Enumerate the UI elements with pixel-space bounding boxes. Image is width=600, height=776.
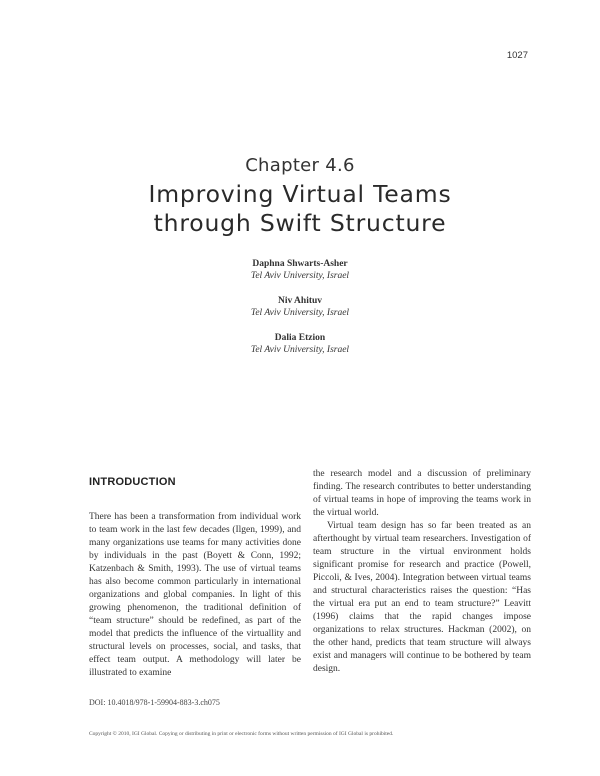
author-name: Daphna Shwarts-Asher	[252, 259, 348, 269]
author-affiliation: Tel Aviv University, Israel	[250, 271, 350, 281]
page-number: 1027	[506, 50, 528, 61]
author-name: Dalia Etzion	[274, 333, 326, 343]
left-column	[89, 468, 301, 680]
right-column	[313, 468, 531, 676]
body-paragraph: the research model and a discussion of preliminary finding. The research contributes to better understanding of virtual teams in hope of improving the teams work in the virtual world.	[313, 469, 531, 518]
title-line-1: Improving Virtual Teams	[148, 180, 452, 208]
author-name: Niv Ahituv	[277, 296, 323, 306]
section-heading: INTRODUCTION	[89, 476, 176, 488]
intro-paragraph: There has been a transformation from individual work to team work in the last few decades (Ilgen, 1999), and many organizations use teams for many activities done by individuals in the past (Boyett & Conn, 1992; Katzenbach & Smith, 1993). The use of virtual teams has also become common particularly in international organizations and global companies. In light of this growing phenomenon, the traditional definition of “team structure” should be redefined, as part of the model that predicts the influence of the virtuallity and structural levels on processes, social, and tasks, that effect team output. A methodology will later be illustrated to examine	[89, 512, 301, 678]
author-block	[0, 258, 600, 282]
body-paragraph: Virtual team design has so far been treated as an afterthought by virtual team researchers. Investigation of team structure in the virtual environment holds significant promise for research and practice (Powell, Piccoli, & Ives, 2004). Integration between virtual teams and structural characteristics raises the question: “Has the virtual era put an end to team structure?” Leavitt (1996) claims that the rapid changes impose organizations to relax structures. Hackman (2002), on the other hand, predicts that team structure will always exist and managers will continue to be bothered by team design.	[313, 521, 531, 674]
title-line-2: through Swift Structure	[153, 209, 447, 237]
author-block	[0, 295, 600, 319]
author-block	[0, 332, 600, 356]
doi-line: DOI: 10.4018/978-1-59904-883-3.ch075	[89, 698, 220, 707]
author-affiliation: Tel Aviv University, Israel	[250, 308, 350, 318]
chapter-title	[0, 180, 600, 238]
author-list	[0, 258, 600, 369]
copyright-notice: Copyright © 2010, IGI Global. Copying or distributing in print or electronic forms without written permission of IGI Global is prohibited.	[89, 731, 394, 737]
author-affiliation: Tel Aviv University, Israel	[250, 345, 350, 355]
chapter-label: Chapter 4.6	[245, 155, 355, 176]
